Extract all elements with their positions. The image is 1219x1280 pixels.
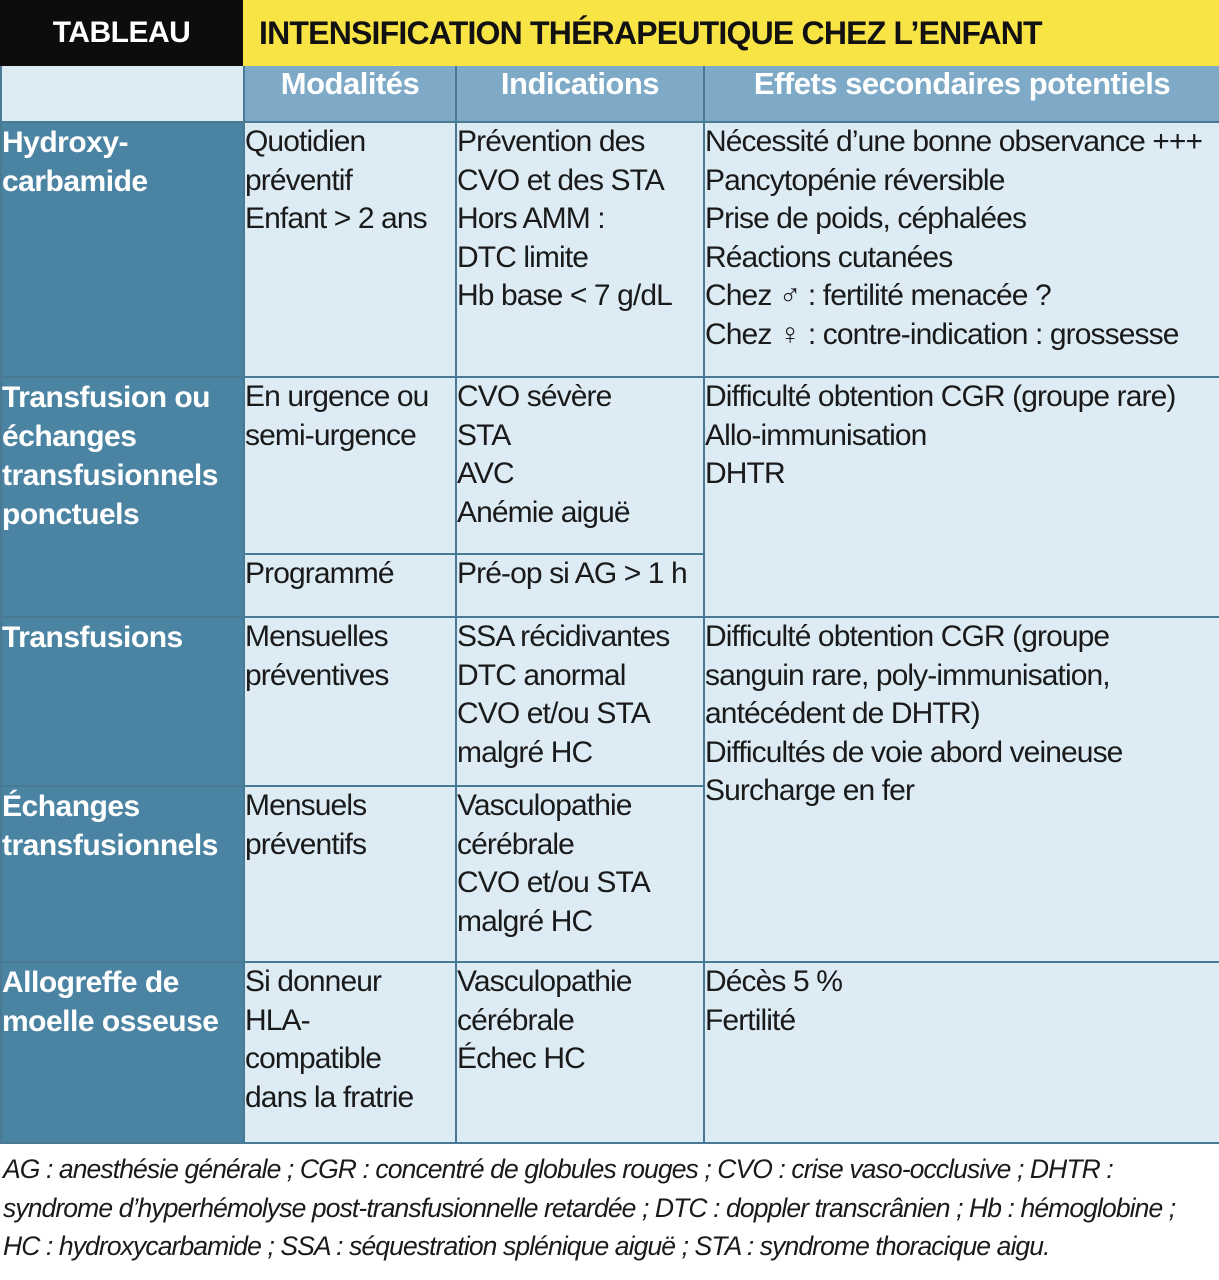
tableau-tag: TABLEAU xyxy=(0,0,243,66)
table-row xyxy=(1,377,1219,554)
therapy-table xyxy=(0,66,1219,1144)
footnote: AG : anesthésie générale ; CGR : concentré de globules rouges ; CVO : crise vaso-occlusive ; DHTR : syndrome d’hyperhémolyse post-transfusionnelle retardée ; DTC : doppler transcrânien ; Hb : hémoglobine ; HC : hydroxycarbamide ; SSA : séquestration splénique aiguë ; STA : syndrome thoracique aigu. xyxy=(3,1154,1176,1261)
column-header-indications: Indications xyxy=(456,66,704,122)
column-header-modalites: Modalités xyxy=(244,66,456,122)
modalites-cell: Mensuelles préventives xyxy=(244,617,456,786)
table-row xyxy=(1,617,1219,786)
table-row xyxy=(1,962,1219,1143)
modalites-cell: Si donneur HLA- compatible dans la fratrie xyxy=(244,962,456,1143)
row-category: Hydroxy- carbamide xyxy=(1,122,244,377)
row-category: Transfusions xyxy=(1,617,244,786)
row-category: Échanges transfusionnels xyxy=(1,786,244,962)
row-category: Transfusion ou échanges transfusionnels ponctuels xyxy=(1,377,244,617)
header-row xyxy=(1,66,1219,122)
indications-cell: Vasculopathie cérébrale Échec HC xyxy=(456,962,704,1143)
indications-cell: CVO sévère STA AVC Anémie aiguë xyxy=(456,377,704,554)
modalites-cell: Quotidien préventif Enfant > 2 ans xyxy=(244,122,456,377)
effets-cell: Difficulté obtention CGR (groupe rare) Allo-immunisation DHTR xyxy=(704,377,1219,617)
modalites-cell: Programmé xyxy=(244,554,456,617)
table-title: INTENSIFICATION THÉRAPEUTIQUE CHEZ L’ENFANT xyxy=(243,0,1219,66)
header-blank-cell xyxy=(1,66,244,122)
indications-cell: SSA récidivantes DTC anormal CVO et/ou STA malgré HC xyxy=(456,617,704,786)
effets-cell: Nécessité d’une bonne observance +++ Pancytopénie réversible Prise de poids, céphalées Réactions cutanées Chez ♂ : fertilité menacée ? Chez ♀ : contre-indication : grossesse xyxy=(704,122,1219,377)
table-row xyxy=(1,122,1219,377)
effets-cell: Difficulté obtention CGR (groupe sanguin rare, poly-immunisation, antécédent de DHTR) Difficultés de voie abord veineuse Surcharge en fer xyxy=(704,617,1219,962)
indications-cell: Vasculopathie cérébrale CVO et/ou STA malgré HC xyxy=(456,786,704,962)
modalites-cell: En urgence ou semi-urgence xyxy=(244,377,456,554)
title-bar xyxy=(0,0,1219,66)
column-header-effets: Effets secondaires potentiels xyxy=(704,66,1219,122)
indications-cell: Prévention des CVO et des STA Hors AMM : DTC limite Hb base < 7 g/dL xyxy=(456,122,704,377)
effets-cell: Décès 5 % Fertilité xyxy=(704,962,1219,1143)
indications-cell: Pré-op si AG > 1 h xyxy=(456,554,704,617)
modalites-cell: Mensuels préventifs xyxy=(244,786,456,962)
row-category: Allogreffe de moelle osseuse xyxy=(1,962,244,1143)
